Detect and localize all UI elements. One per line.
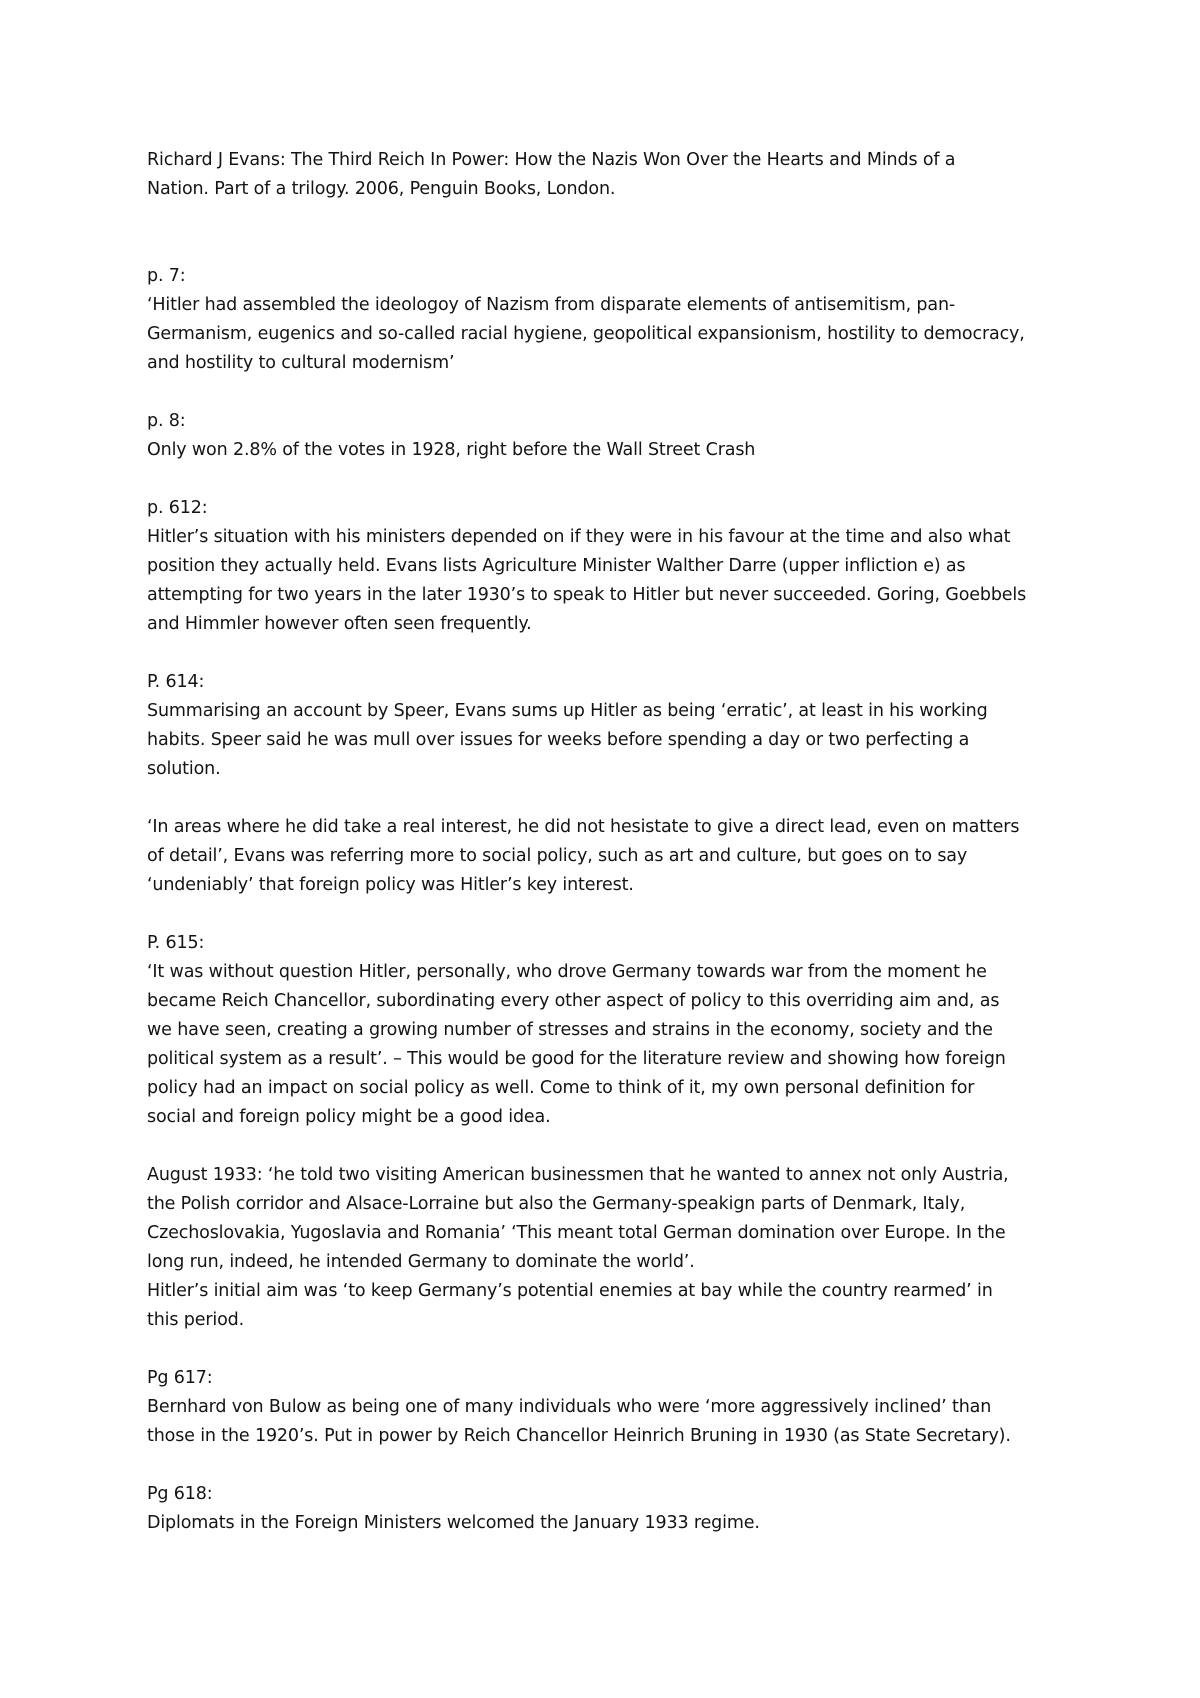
note-line: Bernhard von Bulow as being one of many individuals who were ‘more aggressively inclined’ than	[147, 1397, 992, 1417]
note-line: August 1933: ‘he told two visiting American businessmen that he wanted to annex not only Austria,	[147, 1165, 1009, 1185]
note-line: and Himmler however often seen frequently.	[147, 614, 532, 634]
note-line: Only won 2.8% of the votes in 1928, right before the Wall Street Crash	[147, 440, 756, 460]
page-reference: P. 615:	[147, 933, 205, 953]
note-line: Summarising an account by Speer, Evans sums up Hitler as being ‘erratic’, at least in his working	[147, 701, 988, 721]
note-line: long run, indeed, he intended Germany to dominate the world’.	[147, 1252, 695, 1272]
note-p7	[147, 262, 1057, 378]
citation-line: Nation. Part of a trilogy. 2006, Penguin Books, London.	[147, 179, 616, 199]
page-reference: P. 614:	[147, 672, 205, 692]
page-reference: Pg 617:	[147, 1368, 213, 1388]
page-reference: p. 8:	[147, 411, 186, 431]
note-p8	[147, 407, 1057, 465]
note-line: Hitler’s initial aim was ‘to keep Germany’s potential enemies at bay while the country rearmed’ in	[147, 1281, 993, 1301]
note-p612	[147, 494, 1057, 639]
note-line: ‘In areas where he did take a real interest, he did not hesistate to give a direct lead, even on matters	[147, 817, 1020, 837]
note-p618	[147, 1480, 1057, 1538]
note-line: Hitler’s situation with his ministers depended on if they were in his favour at the time and also what	[147, 527, 1011, 547]
note-line: attempting for two years in the later 1930’s to speak to Hitler but never succeeded. Goring, Goebbels	[147, 585, 1027, 605]
note-p617	[147, 1364, 1057, 1451]
note-line: became Reich Chancellor, subordinating every other aspect of policy to this overriding aim and, as	[147, 991, 1000, 1011]
note-line: ‘undeniably’ that foreign policy was Hitler’s key interest.	[147, 875, 634, 895]
note-line: political system as a result’. – This would be good for the literature review and showing how foreign	[147, 1049, 1006, 1069]
note-line: ‘Hitler had assembled the ideologoy of Nazism from disparate elements of antisemitism, pan-	[147, 295, 956, 315]
note-line: we have seen, creating a growing number of stresses and strains in the economy, society and the	[147, 1020, 993, 1040]
document-page	[147, 146, 1057, 1538]
note-line: and hostility to cultural modernism’	[147, 353, 455, 373]
page-reference: p. 612:	[147, 498, 208, 518]
note-line: habits. Speer said he was mull over issues for weeks before spending a day or two perfecting a	[147, 730, 970, 750]
note-line: Germanism, eugenics and so-called racial hygiene, geopolitical expansionism, hostility to democracy,	[147, 324, 1025, 344]
note-line: policy had an impact on social policy as well. Come to think of it, my own personal definition for	[147, 1078, 975, 1098]
note-line: the Polish corridor and Alsace-Lorraine but also the Germany-speakign parts of Denmark, Italy,	[147, 1194, 966, 1214]
note-line: solution.	[147, 759, 221, 779]
note-line: position they actually held. Evans lists Agriculture Minister Walther Darre (upper infliction e) as	[147, 556, 966, 576]
page-reference: Pg 618:	[147, 1484, 213, 1504]
citation	[147, 146, 1057, 204]
note-line: of detail’, Evans was referring more to social policy, such as art and culture, but goes on to say	[147, 846, 968, 866]
note-p615	[147, 929, 1057, 1335]
note-line: social and foreign policy might be a good idea.	[147, 1107, 551, 1127]
page-reference: p. 7:	[147, 266, 186, 286]
note-line: this period.	[147, 1310, 245, 1330]
citation-line: Richard J Evans: The Third Reich In Power: How the Nazis Won Over the Hearts and Minds of a	[147, 150, 956, 170]
note-line: Diplomats in the Foreign Ministers welcomed the January 1933 regime.	[147, 1513, 760, 1533]
note-p614	[147, 668, 1057, 900]
note-line: Czechoslovakia, Yugoslavia and Romania’ ‘This meant total German domination over Europe. In the	[147, 1223, 1006, 1243]
note-line: those in the 1920’s. Put in power by Reich Chancellor Heinrich Bruning in 1930 (as State Secretary).	[147, 1426, 1011, 1446]
note-line: ‘It was without question Hitler, personally, who drove Germany towards war from the moment he	[147, 962, 987, 982]
